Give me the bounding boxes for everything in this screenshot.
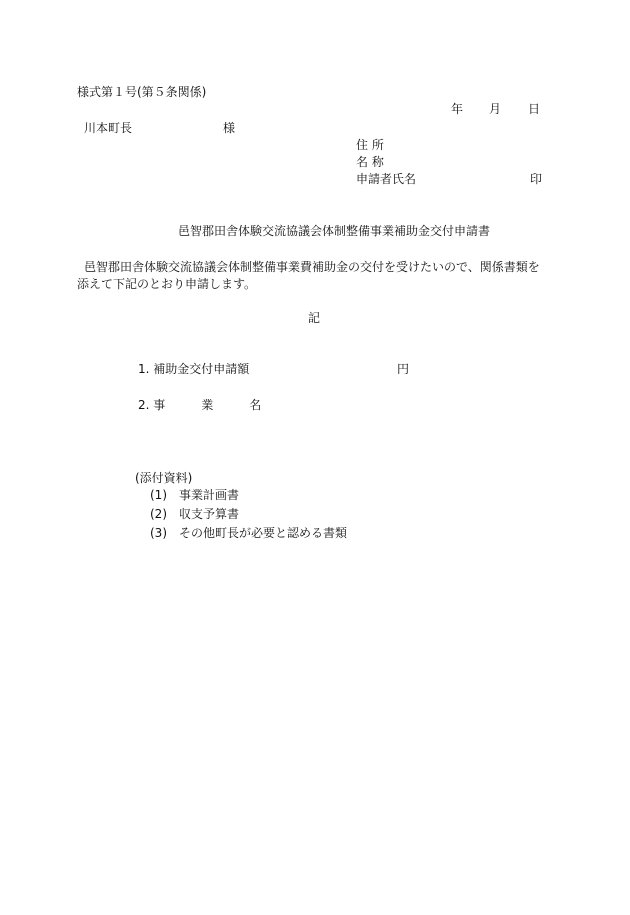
seal-mark: 印 [530, 172, 543, 186]
attachment-item: (1) 事業計画書 [150, 488, 239, 502]
body-text-line-2: 添えて下記のとおり申請します。 [77, 277, 257, 291]
document-title: 邑智郡田舎体験交流協議会体制整備事業補助金交付申請書 [178, 224, 491, 238]
date-month: 月 [489, 102, 502, 116]
attachments-heading: (添付資料) [135, 471, 193, 485]
addressee-honorific: 様 [223, 121, 236, 135]
item-subsidy-amount-unit: 円 [397, 362, 410, 376]
form-number: 様式第１号(第５条関係) [77, 85, 207, 99]
date-year: 年 [451, 102, 464, 116]
addressee-name: 川本町長 [84, 121, 133, 135]
applicant-representative-label: 申請者氏名 [356, 172, 417, 186]
ki-heading: 記 [308, 311, 321, 325]
item-subsidy-amount-label: 1. 補助金交付申請額 [138, 362, 250, 376]
applicant-address-label: 住 所 [356, 138, 384, 152]
date-day: 日 [528, 102, 541, 116]
body-text-line-1: 邑智郡田舎体験交流協議会体制整備事業費補助金の交付を受けたいので、関係書類を [84, 260, 540, 274]
applicant-name-label: 名 称 [356, 155, 384, 169]
attachment-item: (3) その他町長が必要と認める書類 [150, 526, 347, 540]
attachment-item: (2) 収支予算書 [150, 507, 239, 521]
item-project-name-label: 2. 事 業 名 [138, 398, 262, 412]
